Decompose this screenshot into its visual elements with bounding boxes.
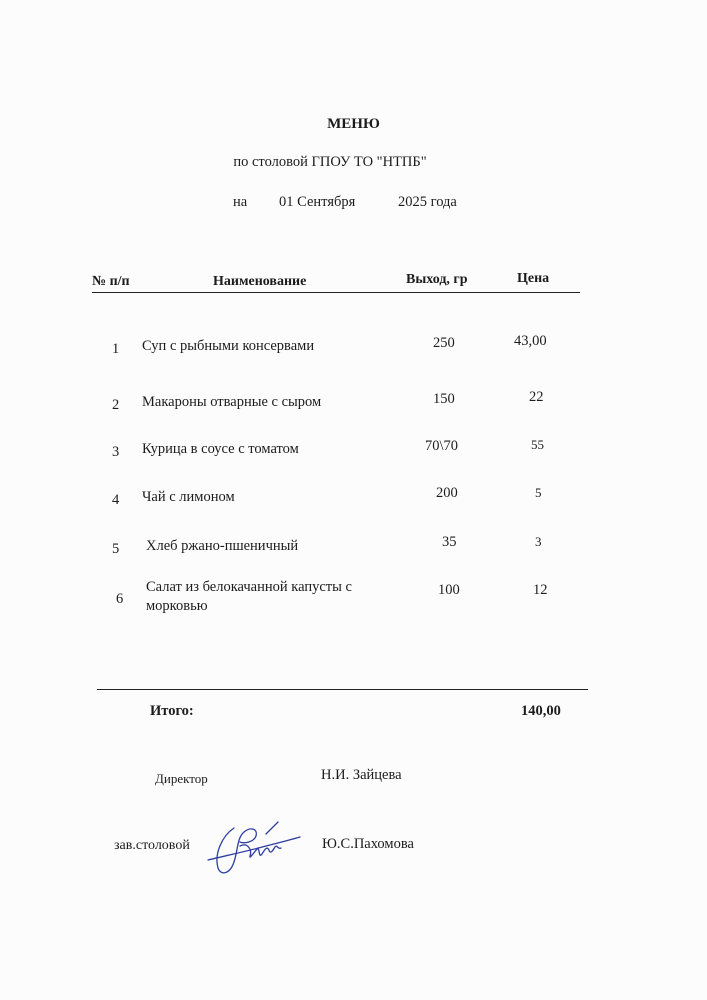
row-3-name: Курица в соусе с томатом [142,441,299,457]
total-value: 140,00 [521,703,561,719]
row-6-yield: 100 [438,582,460,598]
row-2-num: 2 [112,397,120,413]
director-name: Н.И. Зайцева [321,767,402,783]
row-1-num: 1 [112,341,120,357]
row-3-price: 55 [531,437,544,452]
row-2-name: Макароны отварные с сыром [142,394,322,410]
row-3-yield: 70\70 [425,438,459,454]
date-day-month: 01 Сентября [279,194,356,210]
row-5-num: 5 [112,541,120,557]
row-5-yield: 35 [442,534,457,550]
document-subtitle: по столовой ГПОУ ТО "НТПБ" [233,154,427,170]
header-num: № п/п [92,274,130,289]
row-6-num: 6 [116,591,124,607]
row-1-name: Суп с рыбными консервами [142,338,315,354]
row-2-yield: 150 [433,391,455,407]
canteen-title: зав.столовой [114,838,190,853]
total-rule [97,689,588,690]
header-name: Наименование [213,274,307,289]
row-4-num: 4 [112,492,120,508]
row-2-price: 22 [529,389,544,405]
document-title: МЕНЮ [327,116,380,132]
row-1-price: 43,00 [514,333,547,349]
director-title: Директор [155,771,208,786]
date-prefix: на [233,194,248,210]
header-rule [92,292,580,293]
header-price: Цена [517,271,550,286]
total-label: Итого: [150,703,194,719]
row-5-price: 3 [535,534,542,549]
row-4-name: Чай с лимоном [142,489,235,505]
handwritten-signature-icon [204,816,304,880]
row-1-yield: 250 [433,335,455,351]
header-yield: Выход, гр [406,272,468,287]
canteen-name: Ю.С.Пахомова [322,836,414,852]
row-6-name: Салат из белокачанной капусты с морковью [146,579,352,614]
row-6-price: 12 [533,582,548,598]
date-year: 2025 года [398,194,457,210]
row-4-price: 5 [535,485,542,500]
row-4-yield: 200 [436,485,458,501]
row-5-name: Хлеб ржано-пшеничный [146,538,299,554]
row-3-num: 3 [112,444,120,460]
